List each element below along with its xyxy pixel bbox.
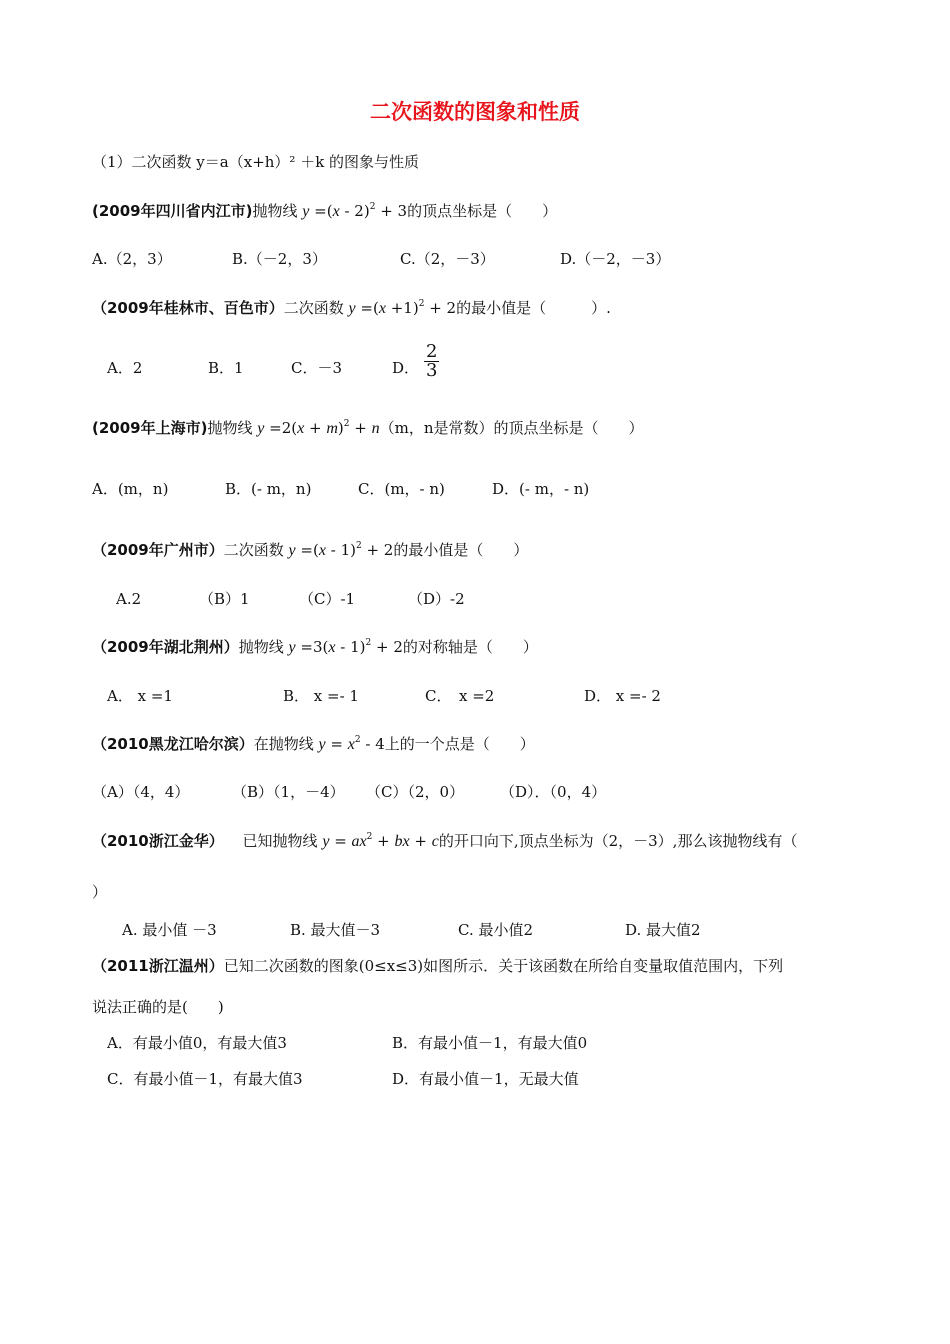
question-tail: 上的一个点是（ ） [384, 735, 535, 753]
option-a[interactable]: A. 最小值 －3 [122, 921, 217, 939]
question-3 [92, 418, 643, 439]
question-7-continuation: ） [92, 883, 108, 901]
question-source: （2009年广州市） [92, 541, 224, 559]
question-source: （2010黑龙江哈尔滨） [92, 735, 254, 753]
question-lead: 二次函数 [223, 541, 284, 559]
formula: $y =(x +1)^2 + 2$ [348, 299, 457, 317]
question-tail: 的开口向下,顶点坐标为（2，－3）,那么该抛物线有（ [438, 832, 798, 850]
option-c[interactable]: C. 最小值2 [458, 921, 534, 939]
option-d[interactable]: D． x =- 2 [584, 687, 661, 705]
formula: y =3(x - 1)$^2$ + 2 [288, 638, 403, 656]
option-c[interactable]: （C）-1 [299, 590, 356, 608]
fraction-two-thirds [424, 343, 439, 380]
option-b[interactable]: （B）（1，－4） [232, 783, 345, 801]
question-6 [92, 734, 535, 755]
option-b[interactable]: B． x =- 1 [283, 687, 359, 705]
question-mid: （m，n是常数）的顶点坐标是（ ） [379, 419, 644, 437]
question-2 [92, 298, 611, 319]
question-lead: 抛物线 [207, 419, 253, 437]
formula: y =(x - 2)$^2$ + 3 [302, 202, 408, 220]
question-4 [92, 540, 528, 561]
option-c[interactable]: C．－3 [291, 359, 343, 377]
question-tail: 的最小值是（ ） [393, 541, 529, 559]
option-d-label: D． [392, 359, 420, 377]
question-text: 已知二次函数的图象(0≤x≤3)如图所示．关于该函数在所给自变量取值范围内，下列 [223, 957, 784, 975]
option-c[interactable]: C.（2，－3） [400, 250, 495, 268]
option-d[interactable] [392, 358, 419, 378]
question-lead: 已知抛物线 [242, 832, 318, 850]
option-d[interactable]: （D）．（0，4） [500, 783, 607, 801]
denominator: 3 [426, 360, 438, 381]
section-heading: （1）二次函数 y＝a（x+h）² ＋k 的图象与性质 [92, 153, 420, 171]
question-8-line2: 说法正确的是( ) [92, 998, 224, 1016]
question-source: （2011浙江温州） [92, 957, 224, 975]
option-d[interactable]: （D）-2 [408, 590, 465, 608]
formula: $y = ax^2$ + bx + c [322, 832, 439, 850]
option-a[interactable]: A.2 [116, 590, 142, 608]
option-a[interactable]: A． x =1 [107, 687, 173, 705]
option-d[interactable]: D. 最大值2 [625, 921, 701, 939]
option-d[interactable]: D.（－2，－3） [560, 250, 671, 268]
option-c[interactable]: C．(m，- n) [358, 480, 445, 498]
question-tail: 的顶点坐标是（ ） [407, 202, 558, 220]
question-source: (2009年上海市) [92, 419, 208, 437]
formula: $y =2(x + m)^2 + n$ [257, 419, 380, 437]
option-a[interactable]: A．有最小值0，有最大值3 [107, 1034, 287, 1052]
option-a[interactable]: （A）（4，4） [92, 783, 190, 801]
question-lead: 二次函数 [283, 299, 344, 317]
formula: $y = x^2 - 4$ [318, 735, 385, 753]
question-source: （2010浙江金华） [92, 832, 224, 850]
page-title: 二次函数的图象和性质 [370, 100, 580, 124]
question-source: （2009年桂林市、百色市） [92, 299, 284, 317]
question-5 [92, 637, 538, 658]
numerator: 2 [426, 341, 438, 362]
option-a[interactable]: A.（2，3） [92, 250, 172, 268]
option-d[interactable]: D．有最小值－1，无最大值 [392, 1070, 579, 1088]
option-c[interactable]: （C）（2，0） [366, 783, 465, 801]
option-b[interactable]: B．1 [208, 359, 244, 377]
formula: y =(x - 1)$^2$ + 2 [288, 541, 394, 559]
question-lead: 抛物线 [252, 202, 298, 220]
question-1 [92, 201, 557, 222]
option-c[interactable]: C．有最小值－1，有最大值3 [107, 1070, 303, 1088]
question-8 [92, 956, 783, 976]
option-a[interactable]: A．(m，n) [92, 480, 169, 498]
question-source: (2009年四川省内江市) [92, 202, 253, 220]
question-lead: 抛物线 [238, 638, 284, 656]
option-b[interactable]: B.（－2，3） [232, 250, 327, 268]
option-b[interactable]: （B）1 [199, 590, 250, 608]
question-source: （2009年湖北荆州） [92, 638, 239, 656]
option-b[interactable]: B. 最大值－3 [290, 921, 381, 939]
option-c[interactable]: C． x =2 [425, 687, 495, 705]
option-b[interactable]: B．(- m，n) [225, 480, 312, 498]
option-a[interactable]: A．2 [107, 359, 143, 377]
option-b[interactable]: B．有最小值－1，有最大值0 [392, 1034, 588, 1052]
question-tail: 的最小值是（ ）. [456, 299, 611, 317]
question-tail: 的对称轴是（ ） [402, 638, 538, 656]
option-d[interactable]: D．(- m，- n) [492, 480, 590, 498]
question-7 [92, 831, 797, 852]
question-lead: 在抛物线 [253, 735, 314, 753]
